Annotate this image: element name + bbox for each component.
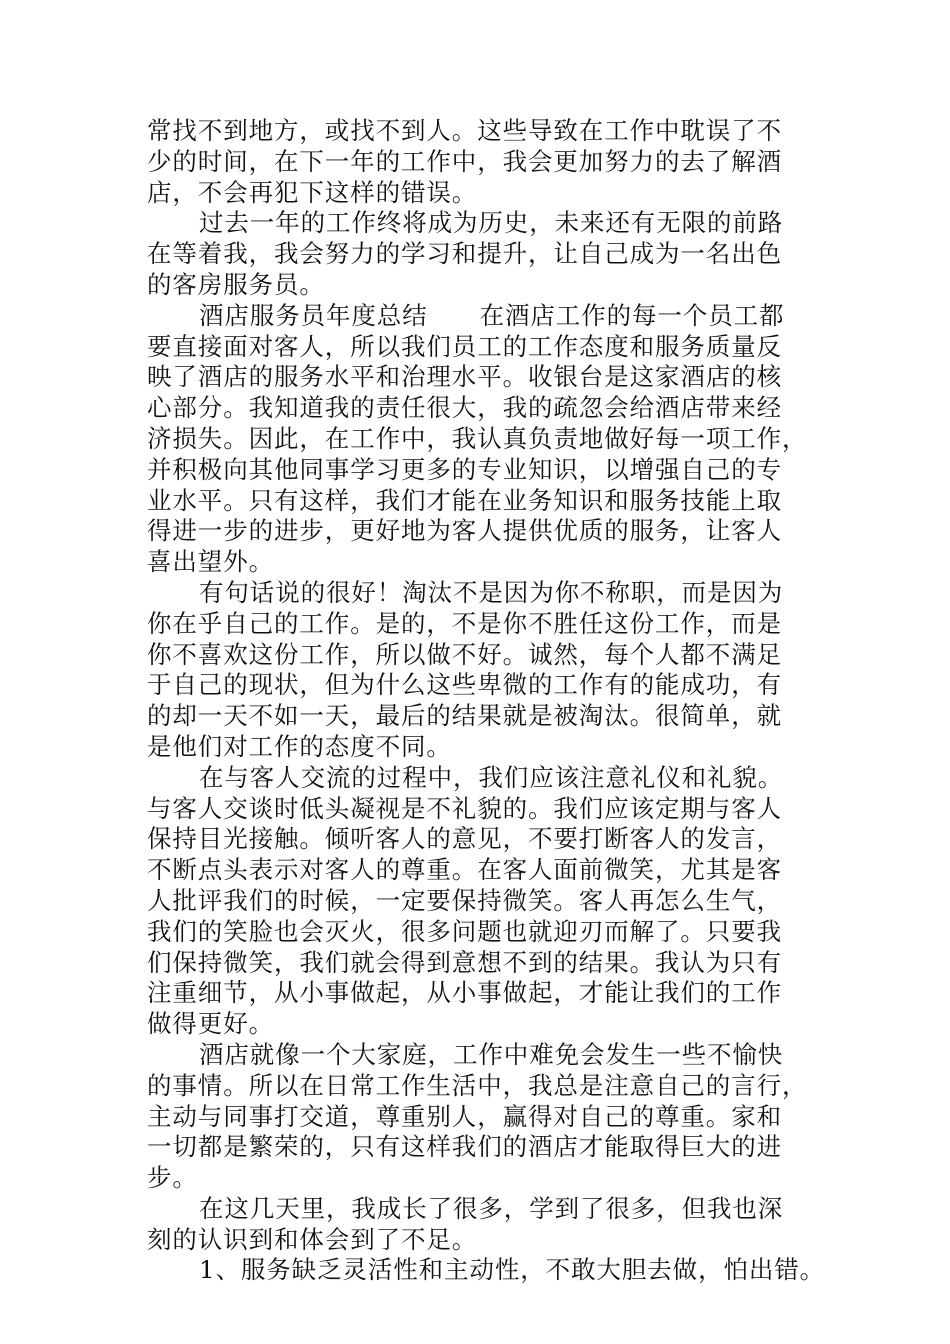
text-line: 们保持微笑，我们就会得到意想不到的结果。我认为只有: [147, 947, 782, 977]
text-line: 做得更好。: [147, 1009, 274, 1039]
text-line: 业水平。只有这样，我们才能在业务知识和服务技能上取: [147, 485, 782, 515]
paragraph-start-text: 在酒店工作的每一个员工都: [479, 300, 785, 330]
text-line: 你不喜欢这份工作，所以做不好。诚然，每个人都不满足: [147, 639, 782, 669]
text-line: 的却一天不如一天，最后的结果就是被淘汰。很简单，就: [147, 701, 782, 731]
text-line: 得进一步的进步，更好地为客人提供优质的服务，让客人: [147, 516, 782, 546]
text-line: 常找不到地方，或找不到人。这些导致在工作中耽误了不: [147, 116, 782, 145]
text-line: 是他们对工作的态度不同。: [147, 731, 452, 761]
list-item-line: 1、服务缺乏灵活性和主动性，不敢大胆去做，怕出错。: [199, 1255, 826, 1285]
paragraph-start-line: 在这几天里，我成长了很多，学到了很多，但我也深: [199, 1193, 784, 1223]
section-heading-line: [147, 301, 827, 332]
text-line: 的客房服务员。: [147, 269, 325, 299]
text-line: 不断点头表示对客人的尊重。在客人面前微笑，尤其是客: [147, 855, 782, 885]
text-line: 一切都是繁荣的，只有这样我们的酒店才能取得巨大的进: [147, 1132, 782, 1162]
paragraph-start-line: 过去一年的工作终将成为历史，未来还有无限的前路: [199, 208, 784, 238]
text-line: 少的时间，在下一年的工作中，我会更加努力的去了解酒: [147, 146, 782, 176]
document-body: [147, 116, 827, 1286]
text-line: 步。: [147, 1163, 198, 1193]
text-line: 心部分。我知道我的责任很大，我的疏忽会给酒店带来经: [147, 393, 782, 423]
text-line: 与客人交谈时低头凝视是不礼貌的。我们应该定期与客人: [147, 793, 782, 823]
text-line: 店，不会再犯下这样的错误。: [147, 177, 478, 207]
paragraph-start-line: 酒店就像一个大家庭，工作中难免会发生一些不愉快: [199, 1039, 784, 1069]
text-line: 要直接面对客人，所以我们员工的工作态度和服务质量反: [147, 331, 782, 361]
text-line: 的事情。所以在日常工作生活中，我总是注意自己的言行，: [147, 1070, 808, 1100]
text-line: 于自己的现状，但为什么这些卑微的工作有的能成功，有: [147, 670, 782, 700]
text-line: 济损失。因此，在工作中，我认真负责地做好每一项工作，: [147, 423, 808, 453]
text-line: 刻的认识到和体会到了不足。: [147, 1224, 478, 1254]
text-line: 保持目光接触。倾听客人的意见，不要打断客人的发言，: [147, 824, 782, 854]
paragraph-start-line: 有句话说的很好！淘汰不是因为你不称职，而是因为: [199, 577, 784, 607]
text-line: 主动与同事打交道，尊重别人，赢得对自己的尊重。家和: [147, 1101, 782, 1131]
text-line: 人批评我们的时候，一定要保持微笑。客人再怎么生气，: [147, 885, 782, 915]
section-heading: 酒店服务员年度总结: [199, 300, 428, 330]
text-line: 我们的笑脸也会灭火，很多问题也就迎刃而解了。只要我: [147, 916, 782, 946]
paragraph-start-line: 在与客人交流的过程中，我们应该注意礼仪和礼貌。: [199, 762, 784, 792]
text-line: 并积极向其他同事学习更多的专业知识，以增强自己的专: [147, 454, 782, 484]
text-line: 喜出望外。: [147, 547, 274, 577]
text-line: 映了酒店的服务水平和治理水平。收银台是这家酒店的核: [147, 362, 782, 392]
text-line: 注重细节，从小事做起，从小事做起，才能让我们的工作: [147, 978, 782, 1008]
text-line: 你在乎自己的工作。是的，不是你不胜任这份工作，而是: [147, 608, 782, 638]
text-line: 在等着我，我会努力的学习和提升，让自己成为一名出色: [147, 239, 782, 269]
